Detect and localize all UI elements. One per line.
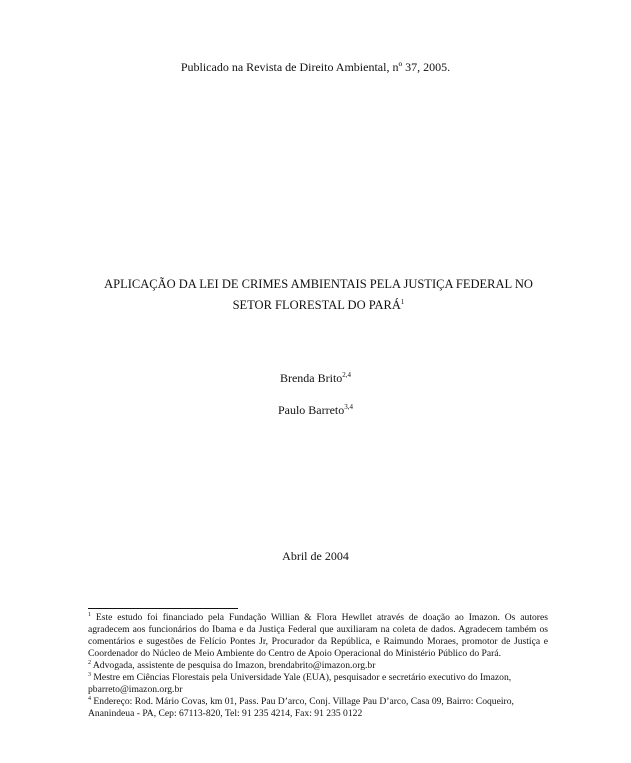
document-date: Abril de 2004	[282, 549, 349, 563]
footnote-text: Advogada, assistente de pesquisa do Imazon, brendabrito@imazon.org.br	[92, 660, 376, 671]
author-brenda-brito	[0, 371, 631, 386]
title-line-2-text: SETOR FLORESTAL DO PARÁ	[232, 298, 401, 312]
footnote-4	[88, 696, 548, 720]
title-line-2	[70, 295, 567, 316]
footnote-2	[88, 660, 548, 672]
footnotes	[88, 612, 548, 720]
title-line-1: APLICAÇÃO DA LEI DE CRIMES AMBIENTAIS PELA JUSTIÇA FEDERAL NO	[104, 277, 533, 291]
footnote-mark: 2	[88, 659, 91, 666]
title-footnote-ref: 1	[400, 297, 405, 306]
author-footnote-ref: 2,4	[342, 371, 352, 379]
author-name: Brenda Brito	[279, 371, 343, 385]
footnote-mark: 1	[88, 611, 91, 618]
author-footnote-ref: 3,4	[344, 403, 354, 411]
footnote-mark: 3	[88, 671, 91, 678]
footnote-3	[88, 672, 548, 696]
footnote-text: Endereço: Rod. Mário Covas, km 01, Pass. Pau D’arco, Conj. Village Pau D’arco, Casa 09, Bairro: Coqueiro, Ananindeua - PA, Cep: 67113-820, Tel: 91 235 4214, Fax: 91 235 0122	[88, 696, 514, 719]
author-paulo-barreto	[0, 403, 631, 418]
footnote-separator	[88, 608, 238, 609]
footnote-text: Este estudo foi financiado pela Fundação Willian & Flora Hewllet através de doação ao Imazon. Os autores agradecem aos funcionários do Ibama e da Justiça Federal que auxiliaram na coleta de dados. Agradecem também os comentários e sugestões de Felício Pontes Jr, Procurador da República, e Raimundo Moraes, promotor de Justiça e Coordenador do Núcleo de Meio Ambiente do Centro de Apoio Operacional do Ministério Público do Pará.	[88, 612, 548, 659]
publication-note: Publicado na Revista de Direito Ambiental, nº 37, 2005.	[180, 60, 451, 74]
footnote-mark: 4	[88, 695, 91, 702]
document-title	[70, 274, 567, 316]
footnote-1	[88, 612, 548, 660]
footnote-text: Mestre em Ciências Florestais pela Universidade Yale (EUA), pesquisador e secretário executivo do Imazon, pbarreto@imazon.org.br	[88, 672, 512, 695]
author-name: Paulo Barreto	[277, 403, 345, 417]
